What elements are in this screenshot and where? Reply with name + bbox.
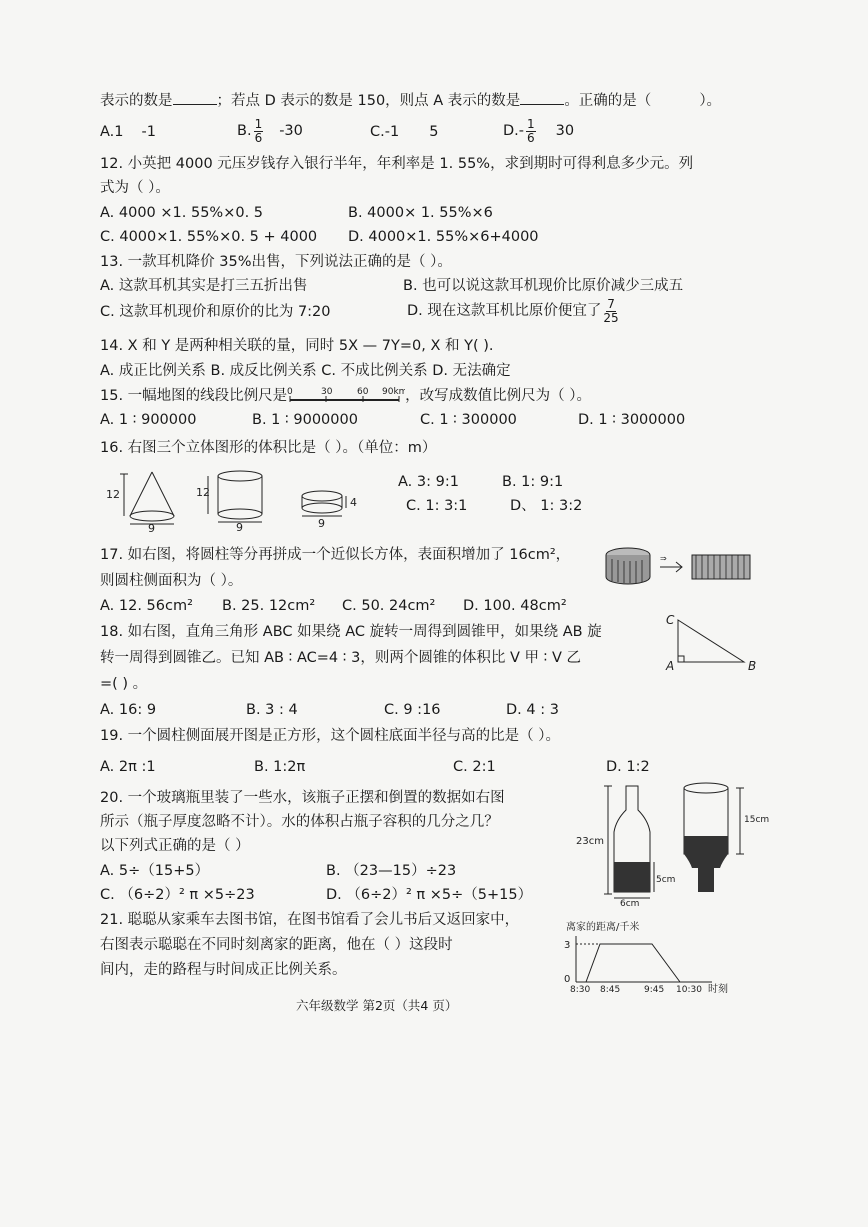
water-height-label: 5cm [656,875,676,885]
q17-text2: 则圆柱侧面积为（ ）。 [100,573,243,589]
q13-option-d: D. 现在这款耳机比原价便宜了 $\frac{7}{25}$ [407,296,619,325]
q11-option-d: D.- $\frac{1}{6}$ 30 [503,116,575,145]
q13-option-c: C. 这款耳机现价和原价的比为 7:20 [100,304,331,320]
scale-label: 60 [357,387,369,397]
vertex-b-label: B [748,659,757,673]
cone-diameter-label: 9 [148,522,155,532]
q12-text2: 式为（ ）。 [100,180,170,196]
q11-text-b: ；若点 D 表示的数是 150，则点 A 表示的数是 [216,93,521,109]
q11-text-d: ）。 [699,93,722,109]
q20-text: 20. 一个玻璃瓶里装了一些水，该瓶子正摆和倒置的数据如右图 [100,790,505,806]
scale-label: 90km [382,387,406,397]
cone-height-label: 12 [106,488,120,501]
fraction: $\frac{1}{6}$ [254,116,263,145]
q18-text: 18. 如右图，直角三角形 ABC 如果绕 AC 旋转一周得到圆锥甲，如果绕 AB 旋 [100,624,602,640]
q21-text2: 右图表示聪聪在不同时刻离家的距离，他在（ ）这段时 [100,937,453,953]
q14-text: 14. X 和 Y 是两种相关联的量，同时 5X — 7Y=0, X 和 Y( ). [100,338,494,354]
q18-option-b: B. 3 : 4 [246,702,298,718]
q16-option-c: C. 1: 3:1 [406,498,468,514]
q19-option-d: D. 1:2 [606,759,650,775]
q17-cylinder-figure [604,545,754,587]
q21-text3: 间内，走的路程与时间成正比例关系。 [100,962,347,978]
q11-text-c: 。正确的是（ [564,93,652,109]
q20-option-b: B. （23—15）÷23 [326,863,457,879]
q16-option-d: D、 1: 3:2 [510,498,583,514]
bottle-width-label: 6cm [620,899,640,906]
q18-text3: =( ) 。 [100,676,148,692]
fraction: $\frac{7}{25}$ [603,296,619,325]
short-cylinder-shape [302,491,357,530]
q20-bottle-figure [574,776,774,906]
q11-blank-2 [520,104,564,105]
inverted-bottle [684,783,769,892]
graph-xtick: 8:45 [600,985,621,994]
q19-option-c: C. 2:1 [453,759,496,775]
q20-text2: 所示（瓶子厚度忽略不计）。水的体积占瓶子容积的几分之几？ [100,814,499,830]
q11-blank-1 [173,104,217,105]
bottle-height-label: 23cm [576,836,604,847]
graph-xtick: 8:30 [570,985,591,994]
q21-distance-graph [562,918,748,994]
q15-option-b: B. 1 ∶ 9000000 [252,412,358,428]
q13-option-b: B. 也可以说这款耳机现价比原价减少三成五 [403,278,684,294]
q19-text: 19. 一个圆柱侧面展开图是正方形，这个圆柱底面半径与高的比是（ ）。 [100,728,561,744]
upright-bottle [576,786,675,906]
scale-label: 30 [321,387,333,397]
q11-option-b: B. $\frac{1}{6}$ -30 [237,116,303,145]
q13-text: 13. 一款耳机降价 35%出售，下列说法正确的是（ ）。 [100,254,452,270]
q18-option-c: C. 9 :16 [384,702,441,718]
q19-option-b: B. 1:2π [254,759,306,775]
q14-options: A. 成正比例关系 B. 成反比例关系 C. 不成比例关系 D. 无法确定 [100,363,511,379]
scale-bar [287,386,405,406]
scale-label: 0 [287,387,293,397]
q15-option-d: D. 1 ∶ 3000000 [578,412,686,428]
q12-text: 12. 小英把 4000 元压岁钱存入银行半年，年利率是 1. 55%，求到期时可得利息多少元。列 [100,156,694,172]
q12-option-d: D. 4000×1. 55%×6+4000 [348,229,539,245]
vertex-a-label: A [666,659,675,673]
cylinder-diameter-label: 9 [236,521,243,532]
page-footer: 六年级数学 第2页（共4 页） [296,998,458,1013]
cone-shape [106,472,174,532]
q11-option-c: C.-1 5 [370,124,439,140]
q18-triangle-figure [664,612,764,674]
q16-option-b: B. 1: 9:1 [502,474,564,490]
q21-text: 21. 聪聪从家乘车去图书馆，在图书馆看了会儿书后又返回家中， [100,912,520,928]
q17-option-c: C. 50. 24cm² [342,598,436,614]
q17-option-d: D. 100. 48cm² [463,598,567,614]
vertex-c-label: C [666,613,675,627]
q13-option-a: A. 这款耳机其实是打三五折出售 [100,278,308,294]
q15-option-a: A. 1 ∶ 900000 [100,412,197,428]
q16-option-a: A. 3: 9:1 [398,474,459,490]
short-cylinder-height-label: 4 [350,496,357,509]
q16-text: 16. 右图三个立体图形的体积比是（ ）。（单位：m） [100,440,437,456]
q11-text-a: 表示的数是 [100,93,173,109]
graph-ylabel: 离家的距离/千米 [566,922,640,933]
graph-xtick: 9:45 [644,985,665,994]
q20-option-c: C. （6÷2）² π ×5÷23 [100,887,255,903]
graph-ytick: 3 [564,940,571,951]
graph-origin: 0 [564,974,571,985]
q18-option-d: D. 4 : 3 [506,702,559,718]
q15-line: 15. 一幅地图的线段比例尺是 0 30 60 90km ，改写成数值比例尺为（ ）。 [100,387,592,404]
q12-option-a: A. 4000 ×1. 55%×0. 5 [100,205,264,221]
q16-solids-figure [100,464,370,532]
q20-text3: 以下列式正确的是（ ） [100,838,250,854]
inverted-height-label: 15cm [744,815,770,825]
fraction: $\frac{1}{6}$ [527,116,535,145]
short-cylinder-diameter-label: 9 [318,517,325,530]
q17-text: 17. 如右图，将圆柱等分再拼成一个近似长方体，表面积增加了 16cm²， [100,547,571,563]
arrow-icon: ⇒ [660,554,667,563]
q17-option-b: B. 25. 12cm² [222,598,316,614]
q20-option-a: A. 5÷（15+5） [100,863,210,879]
q12-option-c: C. 4000×1. 55%×0. 5 + 4000 [100,229,318,245]
q11-line1 [100,91,721,111]
q11-option-a: A.1 -1 [100,124,156,140]
q18-text2: 转一周得到圆锥乙。已知 AB ∶ AC=4 ∶ 3，则两个圆锥的体积比 V 甲 ∶ V 乙 [100,650,582,666]
q18-option-a: A. 16: 9 [100,702,157,718]
q20-option-d: D. （6÷2）² π ×5÷（5+15） [326,887,533,903]
q12-option-b: B. 4000× 1. 55%×6 [348,205,493,221]
cylinder-height-label: 12 [196,486,210,499]
q15-option-c: C. 1 ∶ 300000 [420,412,517,428]
graph-xlabel: 时刻 [708,984,728,994]
q19-option-a: A. 2π :1 [100,759,156,775]
cylinder-shape [196,471,262,532]
graph-xtick: 10:30 [676,985,702,994]
q17-option-a: A. 12. 56cm² [100,598,193,614]
